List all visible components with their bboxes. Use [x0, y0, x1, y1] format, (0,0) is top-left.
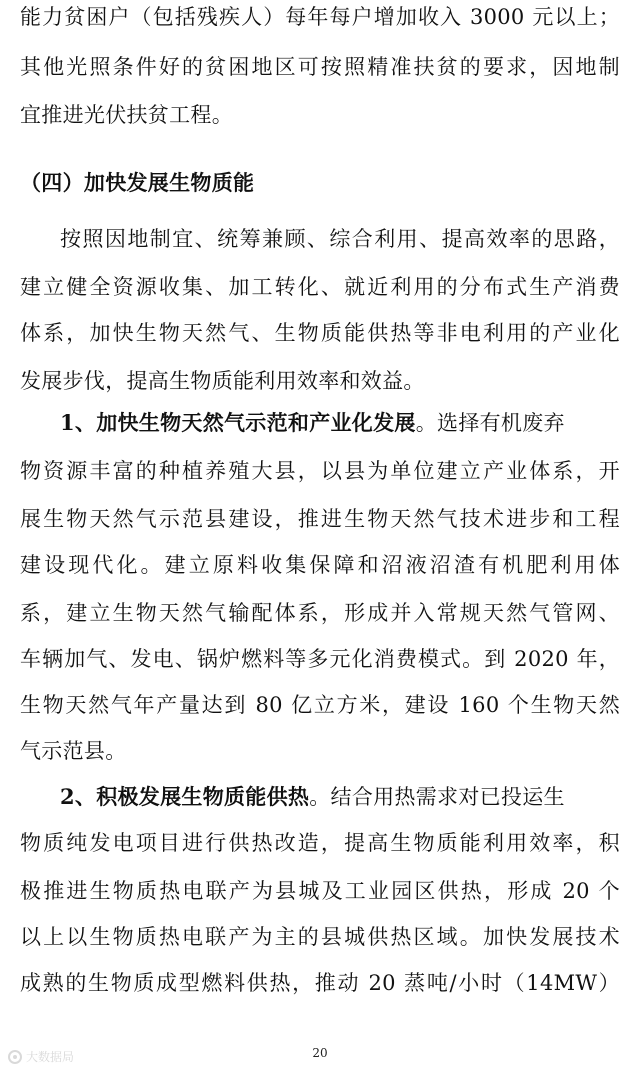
subsection-text: 。结合用热需求对已投运生	[309, 785, 565, 809]
subsection-line	[60, 784, 620, 810]
text-line: 车辆加气、发电、锅炉燃料等多元化消费模式。到 2020 年，	[20, 647, 620, 671]
page-number: 20	[312, 1046, 328, 1060]
text-line: 以上以生物质热电联产为主的县城供热区域。加快发展技术	[20, 925, 620, 949]
subsection-heading: 2、积极发展生物质能供热	[60, 784, 310, 809]
text-line: 物资源丰富的种植养殖大县，以县为单位建立产业体系，开	[20, 459, 620, 483]
subsection-heading: 1、加快生物天然气示范和产业化发展	[60, 410, 416, 435]
text-line: 其他光照条件好的贫困地区可按照精准扶贫的要求，因地制	[20, 55, 620, 79]
text-line: 建设现代化。建立原料收集保障和沼液沼渣有机肥利用体	[20, 553, 620, 577]
text-line: 物质纯发电项目进行供热改造，提高生物质能利用效率，积	[20, 831, 620, 855]
subsection-text: 。选择有机废弃	[415, 411, 565, 435]
text-line: 发展步伐，提高生物质能利用效率和效益。	[20, 369, 425, 393]
subsection-line	[60, 410, 620, 436]
text-line: 按照因地制宜、统筹兼顾、综合利用、提高效率的思路，	[60, 227, 620, 251]
text-line: 气示范县。	[20, 739, 127, 763]
watermark-text: 大数据局	[26, 1050, 75, 1064]
text-line: 体系，加快生物天然气、生物质能供热等非电利用的产业化	[20, 321, 620, 345]
text-line: 建立健全资源收集、加工转化、就近利用的分布式生产消费	[20, 275, 620, 299]
text-line: 展生物天然气示范县建设，推进生物天然气技术进步和工程	[20, 507, 620, 531]
text-line: 极推进生物质热电联产为县城及工业园区供热，形成 20 个	[20, 879, 620, 903]
text-line: 成熟的生物质成型燃料供热，推动 20 蒸吨/小时（14MW）	[20, 971, 620, 995]
text-line: 能力贫困户（包括残疾人）每年每户增加收入 3000 元以上；	[20, 5, 620, 29]
text-line: 宜推进光伏扶贫工程。	[20, 103, 233, 127]
text-line: 生物天然气年产量达到 80 亿立方米，建设 160 个生物天然	[20, 693, 620, 717]
section-heading: （四）加快发展生物质能	[20, 170, 255, 195]
text-line: 系，建立生物天然气输配体系，形成并入常规天然气管网、	[20, 601, 620, 625]
